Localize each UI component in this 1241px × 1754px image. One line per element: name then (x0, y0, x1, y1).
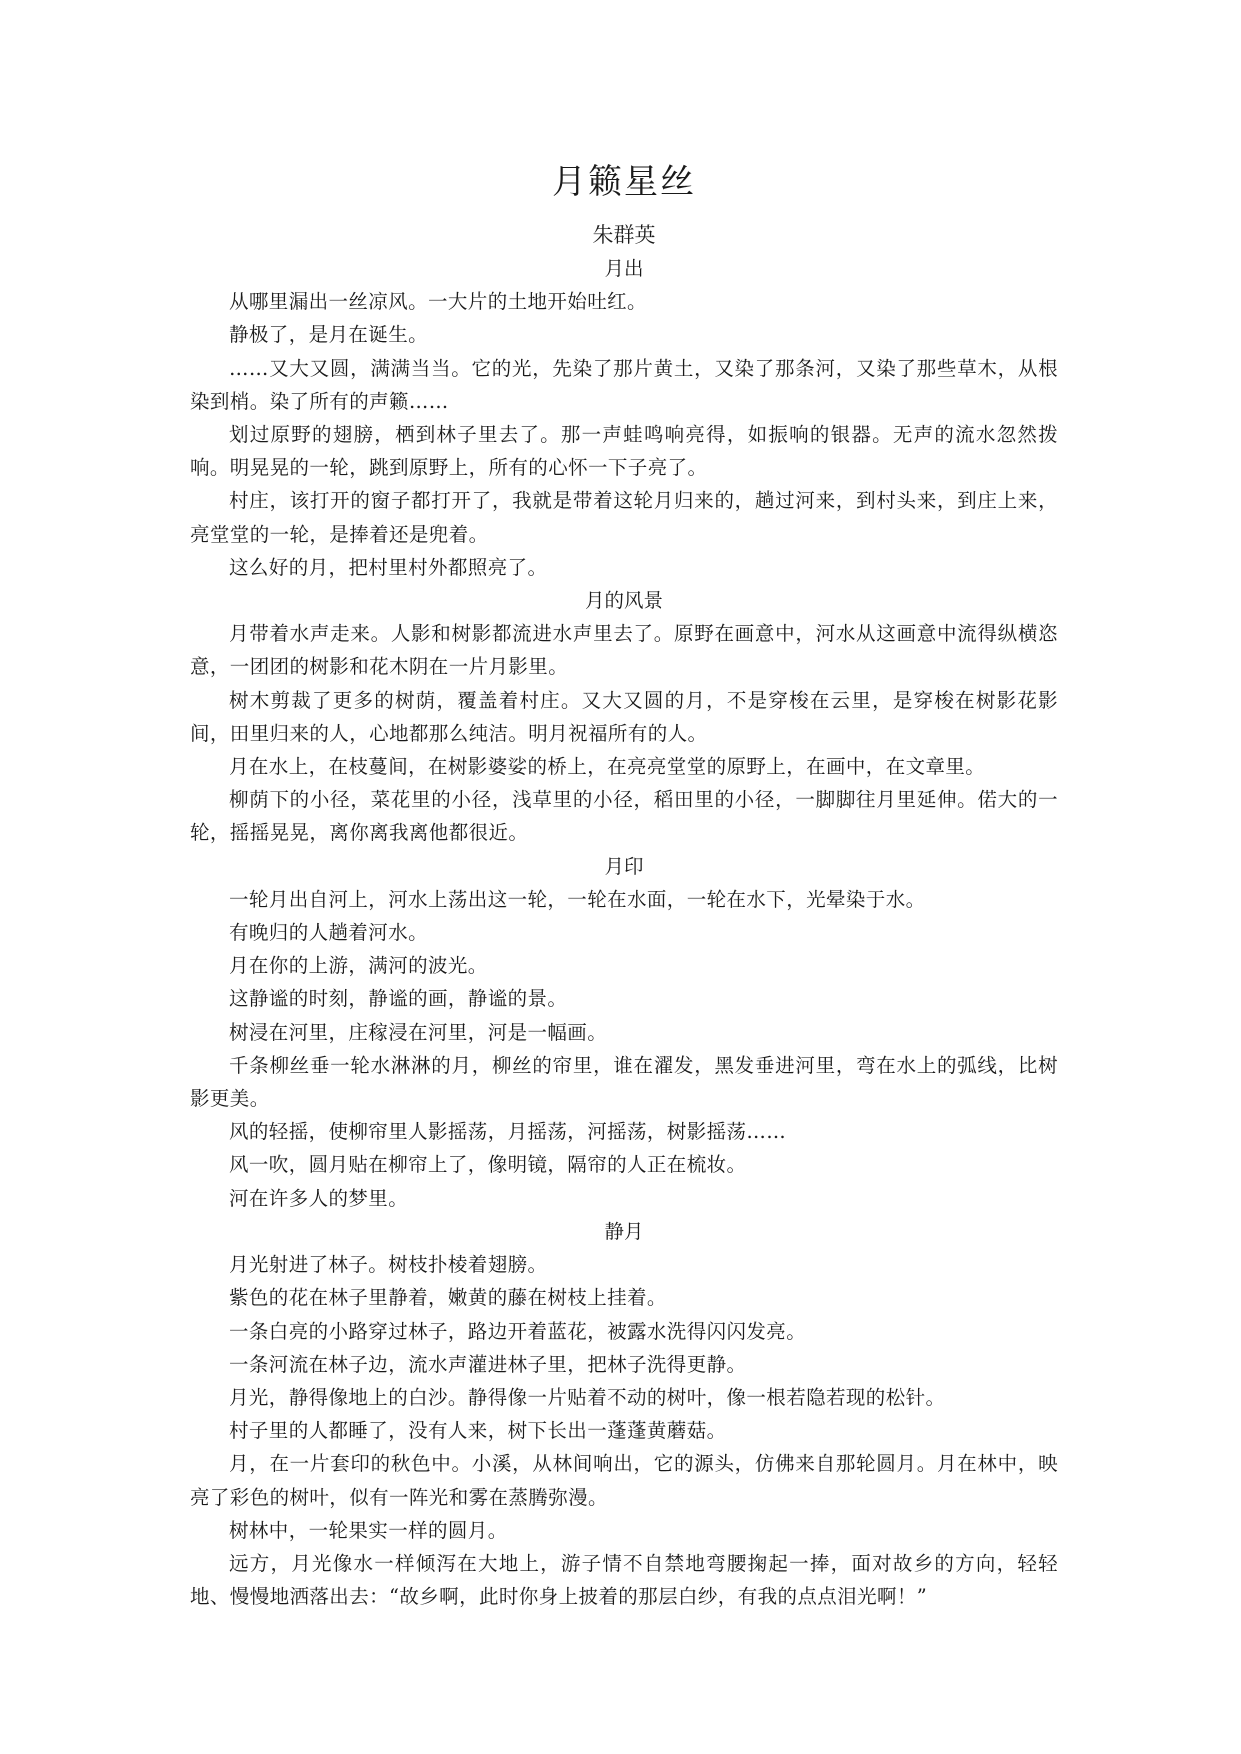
paragraph: 从哪里漏出一丝凉风。一大片的土地开始吐红。 (229, 290, 647, 314)
paragraph: 月，在一片套印的秋色中。小溪，从林间响出，它的源头，仿佛来自那轮圆月。月在林中，映亮了彩色的树叶，似有一阵光和雾在蒸腾弥漫。 (190, 1452, 1058, 1509)
section-heading: 月的风景 (584, 589, 663, 613)
author-name: 朱群英 (592, 223, 656, 247)
paragraph: 树林中，一轮果实一样的圆月。 (229, 1518, 508, 1542)
section-heading: 月印 (604, 854, 644, 878)
paragraph: 紫色的花在林子里静着，嫩黄的藤在树枝上挂着。 (229, 1286, 667, 1310)
paragraph: 村庄，该打开的窗子都打开了，我就是带着这轮月归来的，趟过河来，到村头来，到庄上来，亮堂堂的一轮，是捧着还是兜着。 (190, 489, 1058, 546)
section-moon-scenery (190, 584, 1058, 850)
section-moon-print (190, 850, 1058, 1215)
paragraph: 远方，月光像水一样倾泻在大地上，游子情不自禁地弯腰掬起一捧，面对故乡的方向，轻轻地、慢慢地洒落出去：“故乡啊，此时你身上披着的那层白纱，有我的点点泪光啊！” (190, 1551, 1058, 1609)
document-page (190, 158, 1058, 1613)
paragraph: 月在水上，在枝蔓间，在树影婆娑的桥上，在亮亮堂堂的原野上，在画中，在文章里。 (229, 755, 986, 779)
document-title: 月籁星丝 (552, 162, 696, 202)
paragraph: 一轮月出自河上，河水上荡出这一轮，一轮在水面，一轮在水下，光晕染于水。 (229, 887, 926, 911)
paragraph: 风的轻摇，使柳帘里人影摇荡，月摇荡，河摇荡，树影摇荡…… (229, 1120, 787, 1144)
section-moonrise (190, 252, 1058, 584)
section-quiet-moon (190, 1215, 1058, 1613)
paragraph: 划过原野的翅膀，栖到林子里去了。那一声蛙鸣响亮得，如振响的银器。无声的流水忽然拨响。明晃晃的一轮，跳到原野上，所有的心怀一下子亮了。 (190, 423, 1058, 480)
paragraph: 月带着水声走来。人影和树影都流进水声里去了。原野在画意中，河水从这画意中流得纵横恣意，一团团的树影和花木阴在一片月影里。 (190, 622, 1058, 679)
paragraph: 树木剪裁了更多的树荫，覆盖着村庄。又大又圆的月，不是穿梭在云里，是穿梭在树影花影间，田里归来的人，心地都那么纯洁。明月祝福所有的人。 (190, 688, 1058, 745)
paragraph: 一条白亮的小路穿过林子，路边开着蓝花，被露水洗得闪闪发亮。 (229, 1319, 807, 1343)
paragraph: 千条柳丝垂一轮水淋淋的月，柳丝的帘里，谁在濯发，黑发垂进河里，弯在水上的弧线，比树影更美。 (190, 1053, 1058, 1111)
paragraph: 月光，静得像地上的白沙。静得像一片贴着不动的树叶，像一根若隐若现的松针。 (229, 1385, 946, 1409)
paragraph: ……又大又圆，满满当当。它的光，先染了那片黄土，又染了那条河，又染了那些草木，从根染到梢。染了所有的声籁…… (190, 356, 1058, 413)
paragraph: 风一吹，圆月贴在柳帘上了，像明镜，隔帘的人正在梳妆。 (229, 1153, 747, 1177)
section-heading: 月出 (604, 257, 644, 280)
paragraph: 树浸在河里，庄稼浸在河里，河是一幅画。 (229, 1020, 608, 1044)
paragraph: 这么好的月，把村里村外都照亮了。 (229, 555, 548, 579)
paragraph: 一条河流在林子边，流水声灌进林子里，把林子洗得更静。 (229, 1352, 747, 1376)
paragraph: 有晚归的人趟着河水。 (229, 921, 429, 945)
paragraph: 这静谧的时刻，静谧的画，静谧的景。 (229, 987, 568, 1011)
paragraph: 河在许多人的梦里。 (229, 1186, 409, 1210)
section-heading: 静月 (604, 1219, 644, 1243)
paragraph: 月光射进了林子。树枝扑棱着翅膀。 (229, 1253, 548, 1277)
paragraph: 柳荫下的小径，菜花里的小径，浅草里的小径，稻田里的小径，一脚脚往月里延伸。偌大的一轮，摇摇晃晃，离你离我离他都很近。 (190, 788, 1058, 845)
paragraph: 静极了，是月在诞生。 (229, 323, 429, 347)
paragraph: 村子里的人都睡了，没有人来，树下长出一蓬蓬黄蘑菇。 (229, 1419, 727, 1443)
paragraph: 月在你的上游，满河的波光。 (229, 954, 488, 978)
